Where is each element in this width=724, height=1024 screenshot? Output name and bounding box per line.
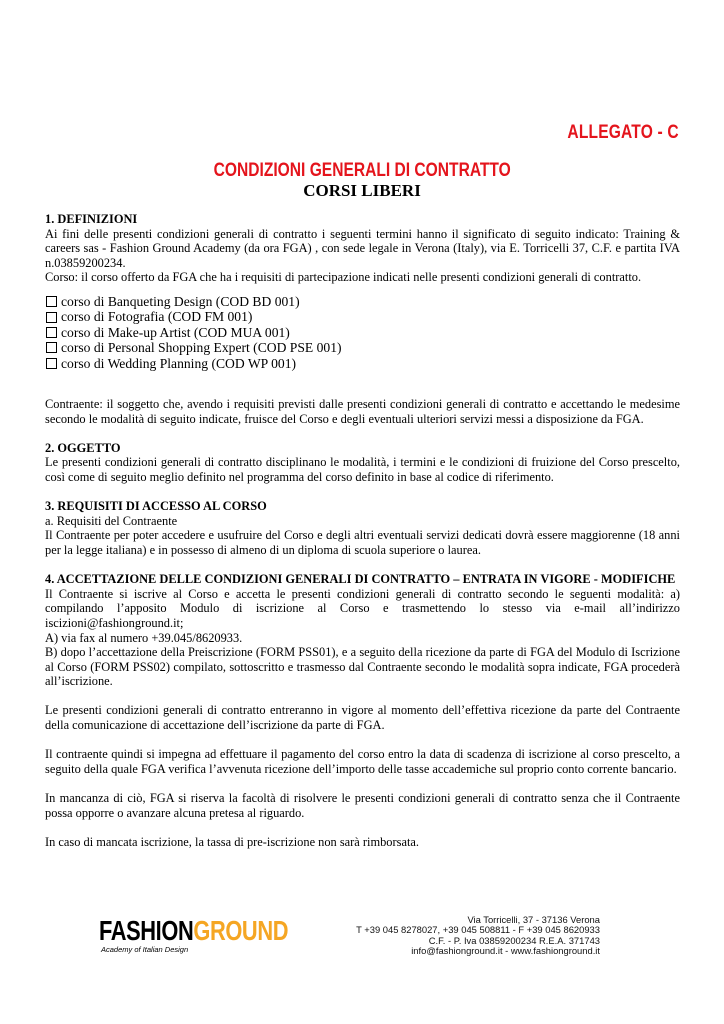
document-body xyxy=(45,212,680,849)
paragraph: Le presenti condizioni generali di contratto disciplinano le modalità, i termini e le condizioni di fruizione del Corso prescelto, così come di seguito meglio definito nel programma del corso definito in base al codice di riferimento. xyxy=(45,455,680,484)
paragraph: Le presenti condizioni generali di contratto entreranno in vigore al momento dell’effettiva ricezione da parte del Contraente della comunicazione di accettazione dell’iscrizione da parte di FGA. xyxy=(45,703,680,733)
course-list xyxy=(45,294,680,371)
paragraph: In mancanza di ciò, FGA si riserva la facoltà di risolvere le presenti condizioni generali di contratto senza che il Contraente possa opporre o avanzare alcuna pretesa al riguardo. xyxy=(45,791,680,820)
paragraph: Il Contraente si iscrive al Corso e accetta le presenti condizioni generali di contratto secondo le seguenti modalità: a) compilando l’apposito Modulo di iscrizione al Corso e trasmettendo lo stesso via e-mail all’indirizzo iscizioni@fashionground.it; xyxy=(45,586,680,630)
section-heading: 1. DEFINIZIONI xyxy=(45,212,138,226)
paragraph: a. Requisiti del Contraente xyxy=(45,513,178,528)
paragraph: Il contraente quindi si impegna ad effettuare il pagamento del corso entro la data di scadenza di iscrizione al corso prescelto, a seguito della quale FGA verifica l’avvenuta ricezione dell’importo delle tasse accademiche sul proprio conto corrente bancario. xyxy=(45,747,680,776)
checkbox-icon[interactable] xyxy=(46,342,57,353)
course-item[interactable]: corso di Fotografia (COD FM 001) xyxy=(45,309,680,324)
course-item[interactable]: corso di Make-up Artist (COD MUA 001) xyxy=(45,325,680,340)
section-heading: 2. OGGETTO xyxy=(45,440,121,455)
footer-contact-info xyxy=(356,915,600,957)
paragraph: Contraente: il soggetto che, avendo i requisiti previsti dalle presenti condizioni generali di contratto e accettando le medesime secondo le modalità di seguito indicate, fruisce del Corso e degli eventuali ulteriori servizi messi a disposizione da FGA. xyxy=(45,397,680,426)
checkbox-icon[interactable] xyxy=(46,327,57,338)
section-heading: 4. ACCETTAZIONE DELLE CONDIZIONI GENERALI DI CONTRATTO – ENTRATA IN VIGORE - MODIFICHE xyxy=(45,572,676,587)
paragraph: Il Contraente per poter accedere e usufruire del Corso e degli altri eventuali servizi dedicati dovrà essere maggiorenne (18 anni per la legge italiana) e in possesso di almeno di un diploma di scuola superiore o laurea. xyxy=(45,528,680,557)
footer-address: Via Torricelli, 37 - 37136 Verona xyxy=(467,914,600,925)
paragraph: Ai fini delle presenti condizioni generali di contratto i seguenti termini hanno il significato di seguito indicato: Training & careers sas - Fashion Ground Academy (da ora FGA) , con sede legale in Verona (Italy), via E. Torricelli 37, C.F. e partita IVA n.03859200234. xyxy=(45,226,680,270)
paragraph: Corso: il corso offerto da FGA che ha i requisiti di partecipazione indicati nelle presenti condizioni generali di contratto. xyxy=(45,270,642,285)
allegato-label: ALLEGATO - C xyxy=(567,122,679,143)
course-item[interactable]: corso di Personal Shopping Expert (COD PSE 001) xyxy=(45,340,680,355)
document-subtitle: CORSI LIBERI xyxy=(303,181,421,200)
paragraph: B) dopo l’accettazione della Preiscrizione (FORM PSS01), e a seguito della ricezione da parte di FGA del Modulo di Iscrizione al Corso (FORM PSS02) compilato, sottoscritto e trasmesso dal Contraente secondo le modalità sopra indicate, FGA procederà all’iscrizione. xyxy=(45,645,680,689)
fashionground-logo: FASHIONGROUND Academy of Italian Design xyxy=(99,915,341,954)
logo-subtitle: Academy of Italian Design xyxy=(101,945,189,954)
paragraph: A) via fax al numero +39.045/8620933. xyxy=(45,630,243,645)
section-heading: 3. REQUISITI DI ACCESSO AL CORSO xyxy=(45,499,267,514)
course-item[interactable]: corso di Wedding Planning (COD WP 001) xyxy=(45,356,680,371)
footer-phone: T +39 045 8278027, +39 045 508811 - F +39 045 8620933 xyxy=(356,924,600,936)
checkbox-icon[interactable] xyxy=(46,312,57,323)
footer-tax: C.F. - P. Iva 03859200234 R.E.A. 371743 xyxy=(428,934,600,946)
paragraph: In caso di mancata iscrizione, la tassa di pre-iscrizione non sarà rimborsata. xyxy=(45,834,419,849)
checkbox-icon[interactable] xyxy=(46,296,57,307)
footer-contact: info@fashionground.it - www.fashionground.it xyxy=(411,945,600,957)
document-title: CONDIZIONI GENERALI DI CONTRATTO xyxy=(213,160,511,181)
course-item[interactable]: corso di Banqueting Design (COD BD 001) xyxy=(45,294,680,309)
checkbox-icon[interactable] xyxy=(46,358,57,369)
